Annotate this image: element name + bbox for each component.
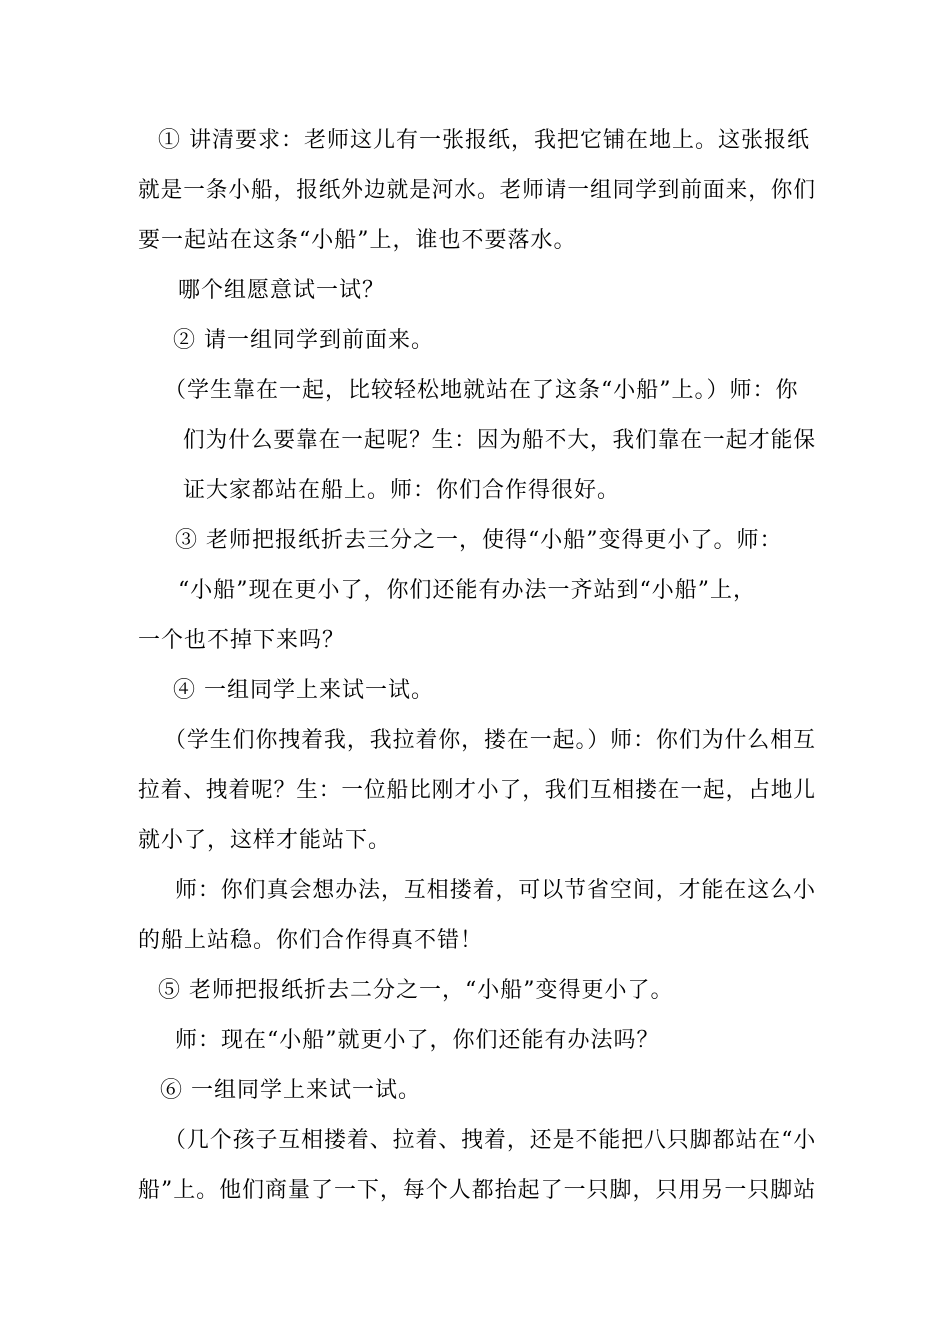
- paragraph-line: 拉着、拽着呢？生：一位船比刚才小了，我们互相搂在一起，占地儿: [138, 778, 817, 803]
- paragraph-line: （几个孩子互相搂着、拉着、拽着，还是不能把八只脚都站在“小: [164, 1128, 817, 1153]
- paragraph-line: ④ 一组同学上来试一试。: [173, 678, 434, 703]
- paragraph-line: （学生们你拽着我，我拉着你，搂在一起。）师：你们为什么相互: [164, 728, 817, 753]
- paragraph-line: ① 讲清要求：老师这儿有一张报纸，我把它铺在地上。这张报纸: [158, 128, 810, 153]
- paragraph-line: 船”上。他们商量了一下，每个人都抬起了一只脚，只用另一只脚站: [138, 1178, 817, 1203]
- paragraph-line: 就是一条小船，报纸外边就是河水。老师请一组同学到前面来，你们: [138, 178, 817, 203]
- paragraph-line: 一个也不掉下来吗？: [138, 628, 346, 653]
- paragraph-line: 师：你们真会想办法，互相搂着，可以节省空间，才能在这么小: [175, 878, 816, 903]
- paragraph-line: 们为什么要靠在一起呢？生：因为船不大，我们靠在一起才能保: [183, 428, 817, 453]
- paragraph-line: 证大家都站在船上。师：你们合作得很好。: [183, 478, 621, 503]
- paragraph-line: “小船”现在更小了，你们还能有办法一齐站到“小船”上，: [178, 578, 756, 603]
- paragraph-line: ⑥ 一组同学上来试一试。: [160, 1078, 421, 1103]
- paragraph-line: 哪个组愿意试一试？: [178, 278, 386, 303]
- paragraph-line: ⑤ 老师把报纸折去二分之一，“小船”变得更小了。: [158, 978, 674, 1003]
- paragraph-line: ③ 老师把报纸折去三分之一，使得“小船”变得更小了。师：: [175, 528, 783, 553]
- paragraph-line: ② 请一组同学到前面来。: [173, 328, 434, 353]
- paragraph-line: 就小了，这样才能站下。: [138, 828, 392, 853]
- paragraph-line: 师：现在“小船”就更小了，你们还能有办法吗？: [175, 1028, 660, 1053]
- paragraph-line: （学生靠在一起，比较轻松地就站在了这条“小船”上。）师：你: [164, 378, 799, 403]
- paragraph-line: 要一起站在这条“小船”上，谁也不要落水。: [138, 228, 577, 253]
- paragraph-line: 的船上站稳。你们合作得真不错！: [138, 928, 484, 953]
